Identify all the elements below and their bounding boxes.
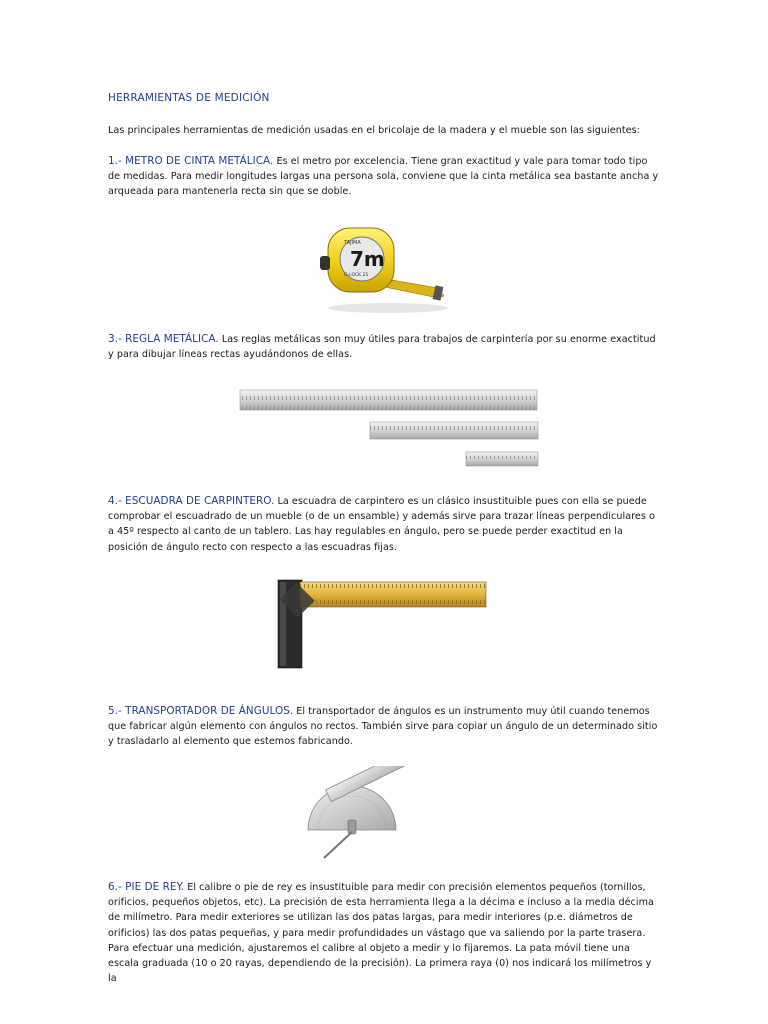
- section-text: El calibre o pie de rey es insustituible para medir con precisión elementos pequeños (tornillos, orificios, pequeños objetos, etc). La precisión de esta herramienta llega a la décima e incluso a la media décima de milímetro. Para medir exteriores se utilizan las dos patas largas, para medir interiores (p.e. diámetros de orificios) las dos patas pequeñas, y para medir profundidades un vástago que va saliendo por la parte trasera. Para efectuar una medición, ajustaremos el calibre al objeto a medir y lo fijaremos. La pata móvil tiene una escala graduada (10 o 20 rayas, dependiendo de la precisión). La primera raya (0) nos indicará los milímetros y la: [108, 882, 654, 985]
- section-text: Las reglas metálicas son muy útiles para trabajos de carpintería por su enorme exactitud y para dibujar líneas rectas ayudándonos de ellas.: [108, 334, 656, 361]
- section-tape-measure: [108, 154, 660, 200]
- section-caliper: [108, 880, 660, 986]
- carpenter-square-image: [276, 576, 490, 670]
- section-carpenter-square: [108, 494, 660, 555]
- section-text: Es el metro por excelencia. Tiene gran exactitud y vale para tomar todo tipo de medidas. Para medir longitudes largas una persona sola, conviene que la cinta metálica sea bastante ancha y arqueada para mantenerla recta sin que se doble.: [108, 156, 659, 198]
- intro-paragraph: Las principales herramientas de medición usadas en el bricolaje de la madera y el mueble son las siguientes:: [108, 125, 640, 136]
- section-text: La escuadra de carpintero es un clásico insustituible pues con ella se puede comprobar el escuadrado de un mueble (o de un ensamble) y además sirve para trazar líneas perpendiculares o a 45º respecto al canto de un tablero. Las hay regulables en ángulo, pero se puede perder exactitud en la posición de ángulo recto con respecto a las escuadras fijas.: [108, 496, 655, 553]
- protractor-image: [304, 766, 460, 862]
- page-title: HERRAMIENTAS DE MEDICIÓN: [108, 92, 270, 104]
- section-title: 6.- PIE DE REY.: [108, 881, 185, 893]
- tape-measure-image: [310, 216, 460, 316]
- section-title: 4.- ESCUADRA DE CARPINTERO.: [108, 495, 275, 507]
- section-text: El transportador de ángulos es un instrumento muy útil cuando tenemos que fabricar algún elemento con ángulos no rectos. También sirve para copiar un ángulo de un determinado sitio y trasladarlo al elemento que estemos fabricando.: [108, 706, 658, 748]
- protractor-arm: [326, 766, 438, 802]
- tape-model-label: G-LOCK 25: [344, 273, 369, 278]
- section-protractor: [108, 704, 660, 750]
- section-metal-ruler: [108, 332, 660, 362]
- tape-size-label: 7m: [350, 247, 385, 271]
- metal-rulers-image: [238, 386, 540, 472]
- section-title: 3.- REGLA METÁLICA.: [108, 333, 219, 345]
- tape-brand-label: TAJIMA: [344, 240, 361, 246]
- section-title: 1.- METRO DE CINTA METÁLICA.: [108, 155, 274, 167]
- section-title: 5.- TRANSPORTADOR DE ÁNGULOS.: [108, 705, 294, 717]
